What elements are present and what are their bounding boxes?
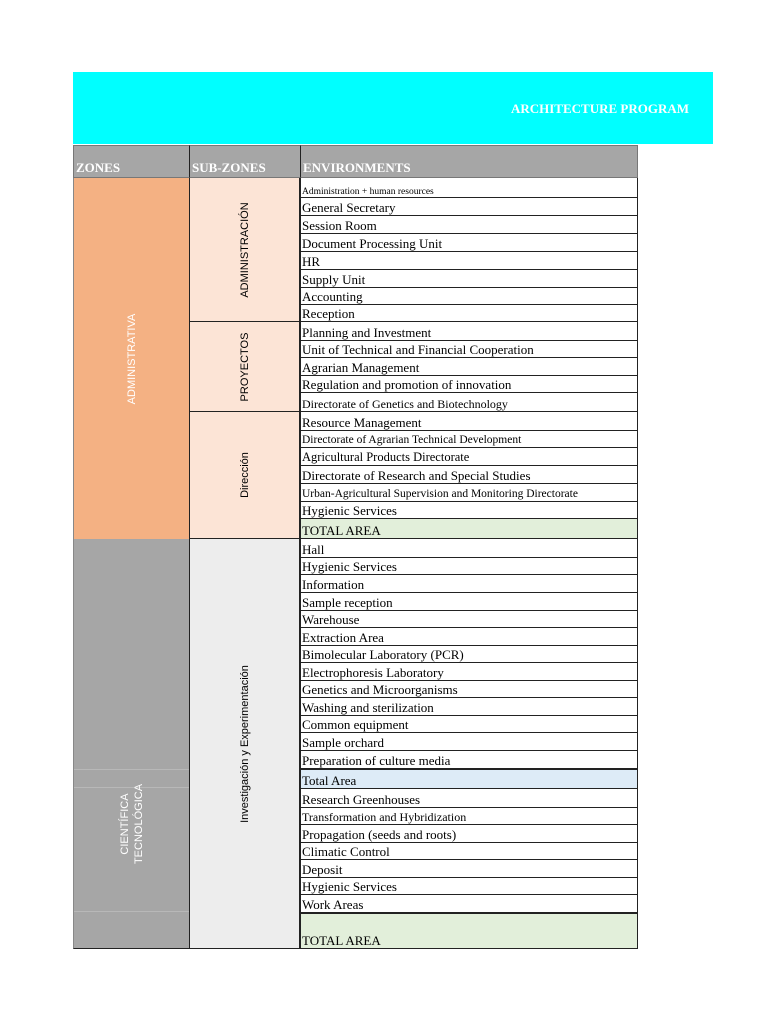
subzone-proyectos-label: PROYECTOS xyxy=(238,332,251,401)
env-row: Washing and sterilization xyxy=(300,698,638,716)
env-row: Transformation and Hybridization xyxy=(300,808,638,825)
env-row: Supply Unit xyxy=(300,270,638,288)
env-row: Common equipment xyxy=(300,716,638,733)
env-row: Directorate of Genetics and Biotechnology xyxy=(300,393,638,412)
env-row: Work Areas xyxy=(300,895,638,913)
env-row: Administration + human resources xyxy=(300,178,638,198)
header-subzones-label: SUB-ZONES xyxy=(192,160,266,175)
env-row: Hygienic Services xyxy=(300,502,638,519)
env-row: Session Room xyxy=(300,216,638,234)
env-row: Information xyxy=(300,575,638,593)
zone-administrativa xyxy=(73,178,189,539)
env-row: Bimolecular Laboratory (PCR) xyxy=(300,646,638,663)
env-row: Urban-Agricultural Supervision and Monitoring Directorate xyxy=(300,484,638,502)
env-row: Sample reception xyxy=(300,593,638,611)
env-row: Extraction Area xyxy=(300,628,638,646)
zone-cientifica-divider xyxy=(74,769,189,770)
env-row: Genetics and Microorganisms xyxy=(300,681,638,698)
subzone-administracion xyxy=(189,178,300,322)
env-row: Climatic Control xyxy=(300,843,638,860)
header-environments-label: ENVIRONMENTS xyxy=(303,160,411,175)
header-zones xyxy=(73,145,189,178)
subzone-administracion-label: ADMINISTRACIÓN xyxy=(238,201,251,298)
env-row: Propagation (seeds and roots) xyxy=(300,825,638,843)
env-row: Electrophoresis Laboratory xyxy=(300,663,638,681)
env-total-row: TOTAL AREA xyxy=(300,913,638,949)
env-row: Resource Management xyxy=(300,412,638,431)
env-row: Hall xyxy=(300,539,638,558)
zone-cientifica-label xyxy=(118,784,146,864)
env-row: General Secretary xyxy=(300,198,638,216)
zone-cientifica-divider xyxy=(74,911,189,912)
env-row: Deposit xyxy=(300,860,638,878)
env-row: Agrarian Management xyxy=(300,358,638,376)
subzone-direccion-label: Dirección xyxy=(238,452,251,498)
env-total-row: TOTAL AREA xyxy=(300,519,638,539)
env-row: HR xyxy=(300,252,638,270)
subzone-proyectos xyxy=(189,322,300,412)
header-zones-label: ZONES xyxy=(76,160,121,175)
env-row: Document Processing Unit xyxy=(300,234,638,252)
env-row: Directorate of Research and Special Studies xyxy=(300,466,638,484)
header-environments xyxy=(300,145,638,178)
env-row: Accounting xyxy=(300,288,638,305)
zone-administrativa-label: ADMINISTRATIVA xyxy=(125,313,138,404)
env-row: Unit of Technical and Financial Cooperation xyxy=(300,341,638,358)
subzone-direccion xyxy=(189,412,300,539)
env-row: Hygienic Services xyxy=(300,558,638,575)
env-row: Agricultural Products Directorate xyxy=(300,448,638,466)
env-row: Preparation of culture media xyxy=(300,751,638,769)
title-banner xyxy=(73,72,713,144)
env-row: Reception xyxy=(300,305,638,322)
env-row: Sample orchard xyxy=(300,733,638,751)
env-row: Planning and Investment xyxy=(300,322,638,341)
page-title: ARCHITECTURE PROGRAM xyxy=(510,101,689,116)
env-row: Regulation and promotion of innovation xyxy=(300,376,638,393)
zone-cientifica-line1: CIENTÍFICA xyxy=(118,793,131,855)
zone-cientifica xyxy=(73,539,189,949)
subzone-investigacion xyxy=(189,539,300,949)
env-total-row: Total Area xyxy=(300,769,638,789)
env-row: Directorate of Agrarian Technical Development xyxy=(300,431,638,448)
subzone-investigacion-label: Investigación y Experimentación xyxy=(238,664,251,823)
env-row: Warehouse xyxy=(300,611,638,628)
env-row: Research Greenhouses xyxy=(300,789,638,808)
header-subzones xyxy=(189,145,300,178)
zone-cientifica-line2: TECNOLÓGICA xyxy=(132,783,145,865)
env-row: Hygienic Services xyxy=(300,878,638,895)
